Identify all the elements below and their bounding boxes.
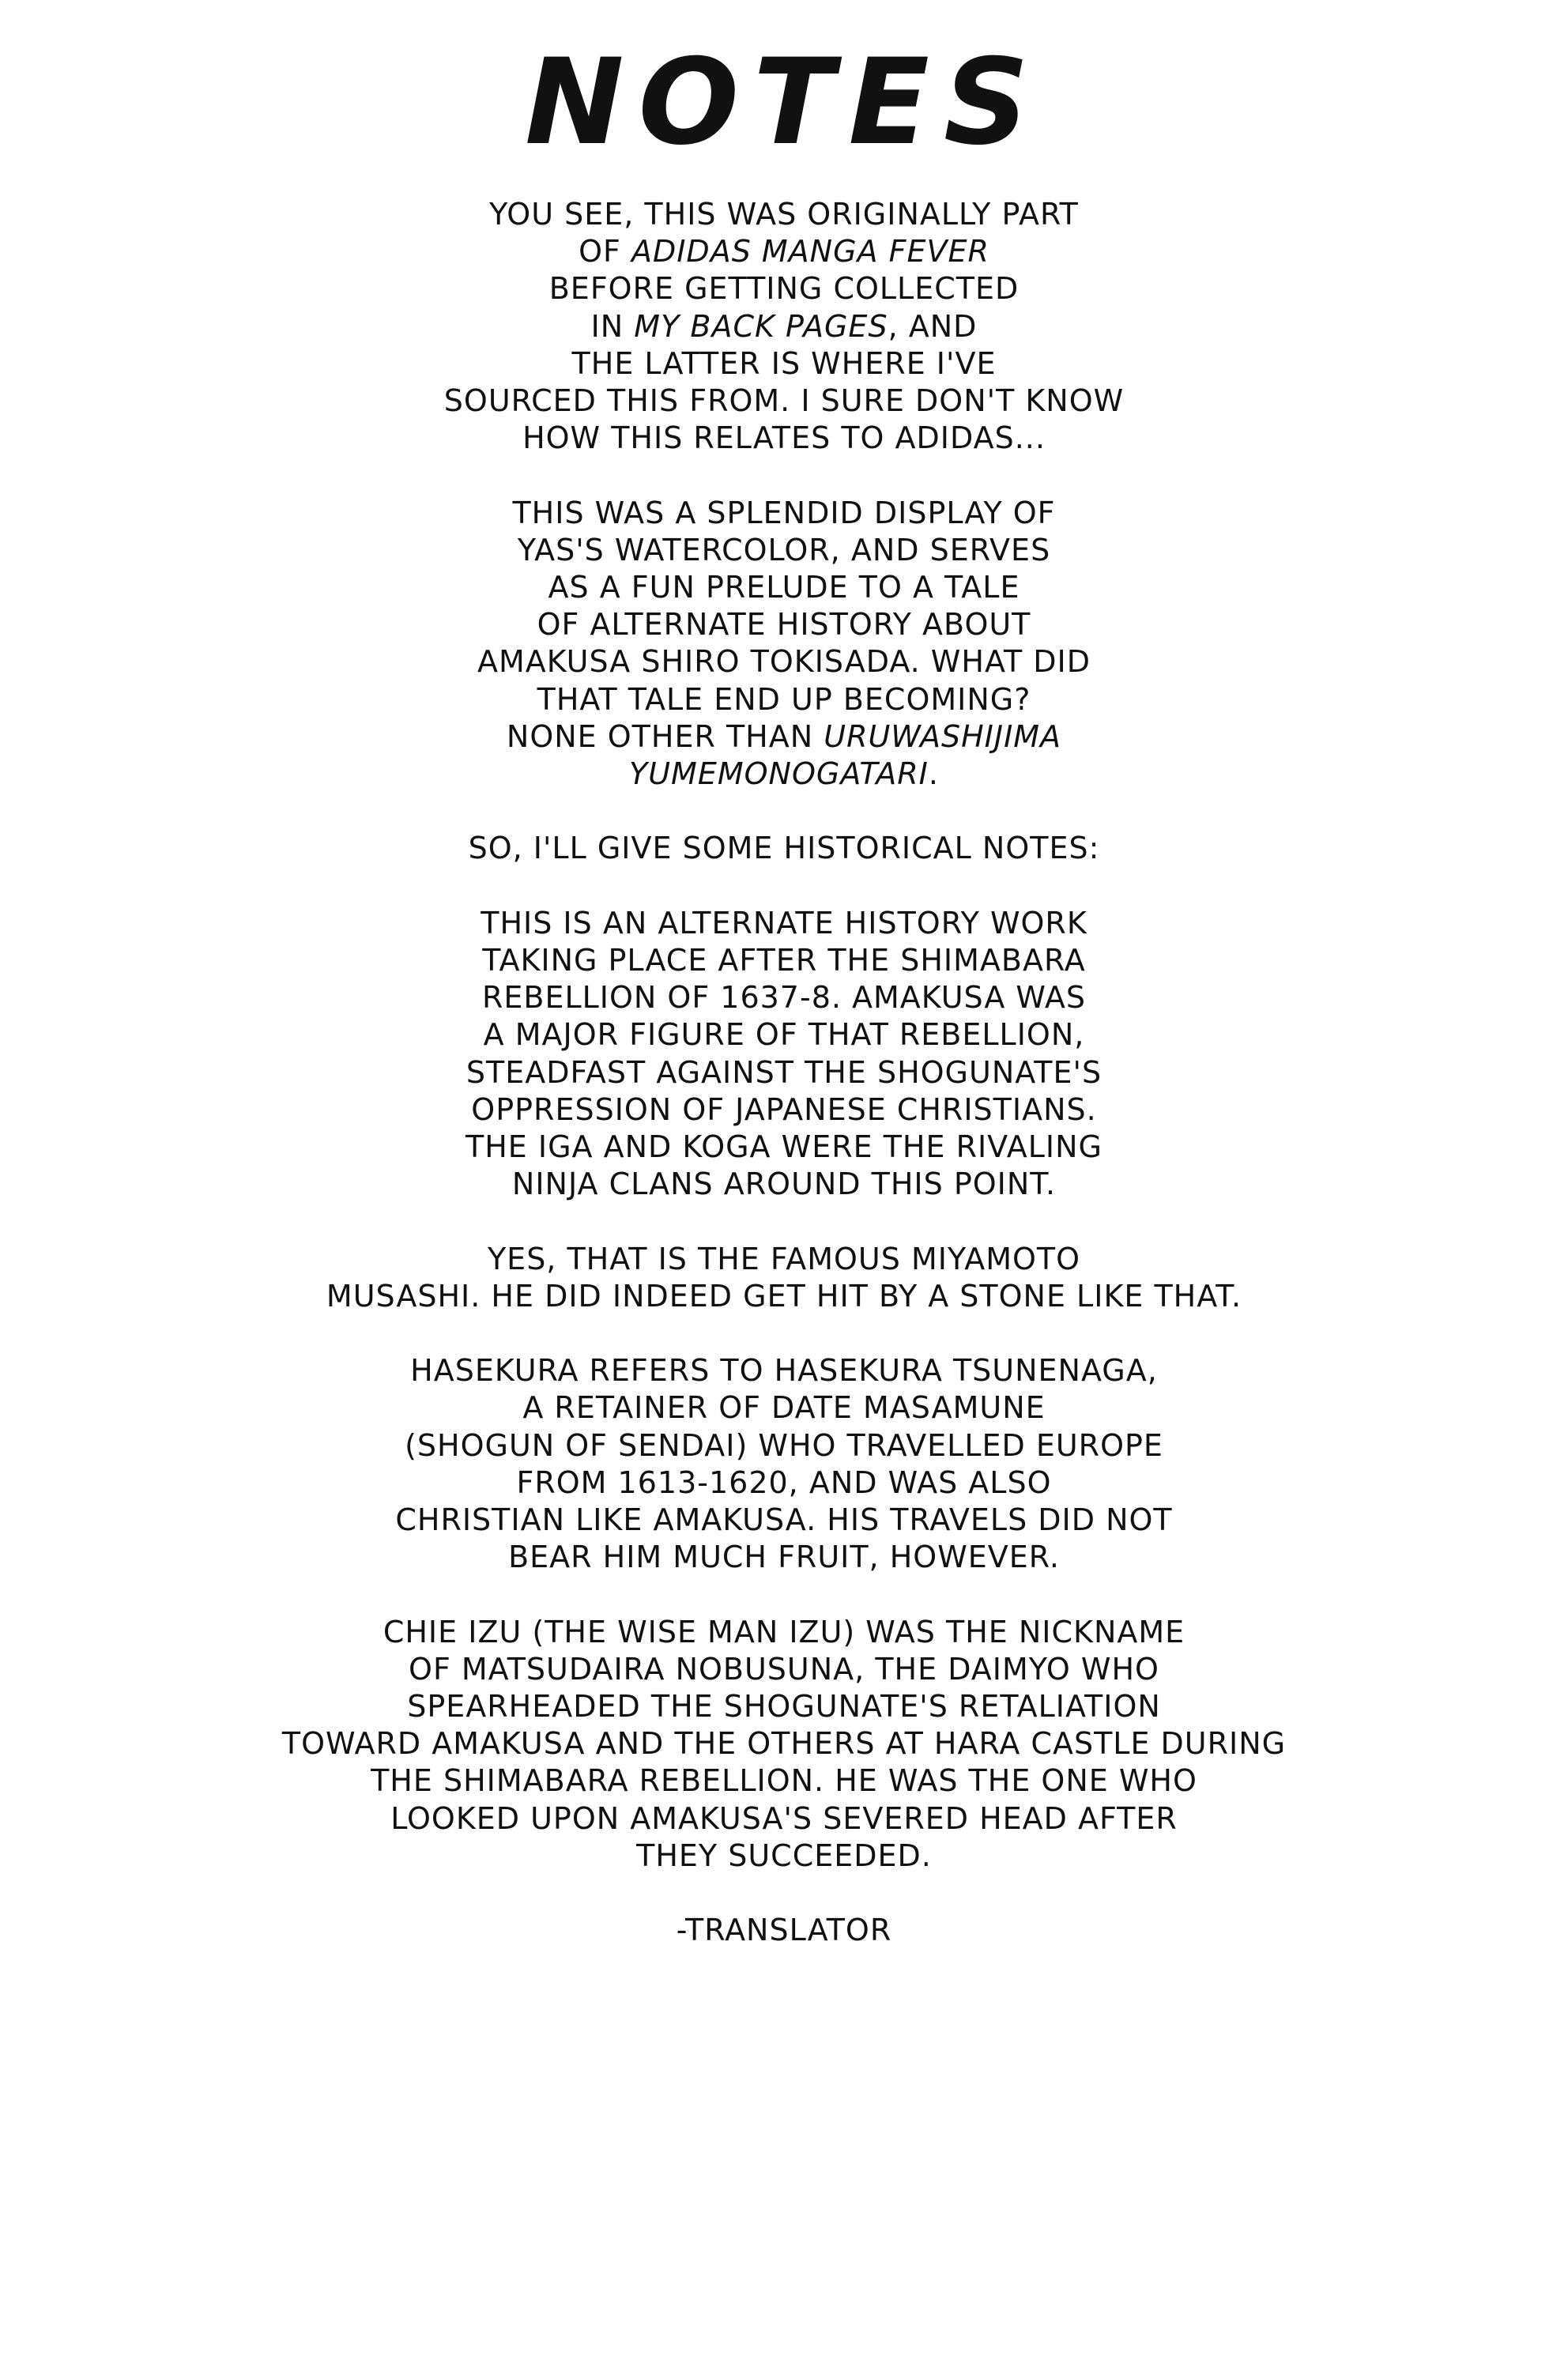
line-text: LOOKED UPON AMAKUSA'S SEVERED HEAD AFTER bbox=[390, 1800, 1178, 1836]
line-text: REBELLION OF 1637-8. AMAKUSA WAS bbox=[481, 980, 1087, 1016]
note-line bbox=[0, 1651, 1568, 1688]
line-text: . bbox=[928, 756, 939, 792]
note-line bbox=[0, 1838, 1568, 1875]
note-line bbox=[0, 1614, 1568, 1651]
line-text: NINJA CLANS AROUND THIS POINT. bbox=[511, 1167, 1057, 1202]
page-title: NOTES bbox=[525, 34, 1043, 172]
line-text: HASEKURA REFERS TO HASEKURA TSUNENAGA, bbox=[410, 1353, 1158, 1389]
note-line bbox=[0, 308, 1568, 345]
line-text: AS A FUN PRELUDE TO A TALE bbox=[548, 570, 1020, 605]
note-line bbox=[0, 1688, 1568, 1725]
note-line bbox=[0, 1762, 1568, 1800]
note-line bbox=[0, 495, 1568, 532]
italic-title-text: ADIDAS MANGA FEVER bbox=[631, 234, 989, 270]
line-text: BEAR HIM MUCH FRUIT, HOWEVER. bbox=[508, 1540, 1060, 1575]
line-text: MUSASHI. HE DID INDEED GET HIT BY A STONE LIKE THAT. bbox=[326, 1278, 1242, 1314]
note-line bbox=[0, 233, 1568, 270]
note-paragraph bbox=[0, 1352, 1568, 1576]
note-paragraph bbox=[0, 196, 1568, 457]
line-text: SPEARHEADED THE SHOGUNATE'S RETALIATION bbox=[407, 1689, 1161, 1725]
line-text: HOW THIS RELATES TO ADIDAS... bbox=[522, 420, 1046, 456]
line-text: YAS'S WATERCOLOR, AND SERVES bbox=[517, 532, 1051, 567]
note-line bbox=[0, 979, 1568, 1016]
note-line bbox=[0, 1241, 1568, 1278]
line-text: OF ALTERNATE HISTORY ABOUT bbox=[537, 607, 1031, 643]
translator-signature: -TRANSLATOR bbox=[676, 1913, 892, 1948]
note-line bbox=[0, 1054, 1568, 1091]
line-text: THAT TALE END UP BECOMING? bbox=[537, 681, 1031, 717]
line-text: CHIE IZU (THE WISE MAN IZU) WAS THE NICKNAME bbox=[383, 1614, 1185, 1649]
note-line bbox=[0, 830, 1568, 867]
line-text: BEFORE GETTING COLLECTED bbox=[548, 271, 1020, 307]
note-line bbox=[0, 420, 1568, 457]
line-text: OF bbox=[579, 234, 631, 270]
line-text: A MAJOR FIGURE OF THAT REBELLION, bbox=[483, 1017, 1085, 1053]
italic-title-text: URUWASHIJIMA bbox=[824, 718, 1062, 754]
note-line bbox=[0, 1091, 1568, 1129]
note-line bbox=[0, 1016, 1568, 1054]
note-line bbox=[0, 643, 1568, 680]
line-text: CHRISTIAN LIKE AMAKUSA. HIS TRAVELS DID NOT bbox=[395, 1502, 1173, 1538]
note-line bbox=[0, 1129, 1568, 1166]
line-text: YES, THAT IS THE FAMOUS MIYAMOTO bbox=[487, 1241, 1081, 1276]
note-line bbox=[0, 1539, 1568, 1576]
note-line bbox=[0, 569, 1568, 606]
note-paragraph bbox=[0, 1614, 1568, 1875]
note-line bbox=[0, 1278, 1568, 1315]
line-text: THE IGA AND KOGA WERE THE RIVALING bbox=[465, 1129, 1102, 1165]
note-paragraph bbox=[0, 495, 1568, 793]
line-text: SO, I'LL GIVE SOME HISTORICAL NOTES: bbox=[468, 831, 1100, 866]
line-text: TOWARD AMAKUSA AND THE OTHERS AT HARA CASTLE DURING bbox=[281, 1726, 1287, 1762]
note-line bbox=[0, 905, 1568, 942]
line-text: THIS WAS A SPLENDID DISPLAY OF bbox=[512, 495, 1056, 530]
note-paragraph bbox=[0, 905, 1568, 1204]
note-line bbox=[0, 942, 1568, 979]
line-text: OPPRESSION OF JAPANESE CHRISTIANS. bbox=[471, 1091, 1097, 1127]
italic-title-text: YUMEMONOGATARI bbox=[629, 756, 929, 792]
note-line bbox=[0, 756, 1568, 793]
line-text: THE LATTER IS WHERE I'VE bbox=[571, 345, 997, 381]
line-text: SOURCED THIS FROM. I SURE DON'T KNOW bbox=[443, 383, 1125, 419]
note-line bbox=[0, 532, 1568, 569]
note-line bbox=[0, 1725, 1568, 1762]
note-line bbox=[0, 681, 1568, 718]
line-text: STEADFAST AGAINST THE SHOGUNATE'S bbox=[466, 1054, 1102, 1090]
note-line bbox=[0, 718, 1568, 756]
line-text: FROM 1613-1620, AND WAS ALSO bbox=[516, 1464, 1052, 1500]
line-text: A RETAINER OF DATE MASAMUNE bbox=[522, 1390, 1046, 1426]
line-text: (SHOGUN OF SENDAI) WHO TRAVELLED EUROPE bbox=[405, 1427, 1163, 1463]
note-line bbox=[0, 345, 1568, 383]
note-paragraph bbox=[0, 1241, 1568, 1315]
line-text: THE SHIMABARA REBELLION. HE WAS THE ONE WHO bbox=[371, 1763, 1197, 1799]
note-paragraph bbox=[0, 830, 1568, 867]
notes-paragraphs bbox=[0, 196, 1568, 1875]
notes-body bbox=[0, 196, 1568, 1949]
line-text: IN bbox=[590, 308, 635, 344]
note-line bbox=[0, 1427, 1568, 1464]
note-line bbox=[0, 1166, 1568, 1203]
line-text: , AND bbox=[888, 308, 978, 344]
note-line bbox=[0, 1464, 1568, 1502]
line-text: NONE OTHER THAN bbox=[506, 718, 824, 754]
italic-title-text: MY BACK PAGES bbox=[634, 308, 888, 344]
line-text: YOU SEE, THIS WAS ORIGINALLY PART bbox=[489, 197, 1079, 232]
line-text: AMAKUSA SHIRO TOKISADA. WHAT DID bbox=[477, 644, 1091, 680]
note-line bbox=[0, 270, 1568, 307]
note-line bbox=[0, 606, 1568, 643]
line-text: TAKING PLACE AFTER THE SHIMABARA bbox=[482, 943, 1086, 978]
line-text: OF MATSUDAIRA NOBUSUNA, THE DAIMYO WHO bbox=[409, 1651, 1159, 1687]
note-line bbox=[0, 1502, 1568, 1539]
note-line bbox=[0, 1352, 1568, 1389]
note-line bbox=[0, 1800, 1568, 1838]
line-text: THEY SUCCEEDED. bbox=[636, 1838, 932, 1873]
line-text: THIS IS AN ALTERNATE HISTORY WORK bbox=[481, 905, 1087, 940]
note-line bbox=[0, 383, 1568, 420]
note-line bbox=[0, 1389, 1568, 1427]
note-line bbox=[0, 196, 1568, 233]
